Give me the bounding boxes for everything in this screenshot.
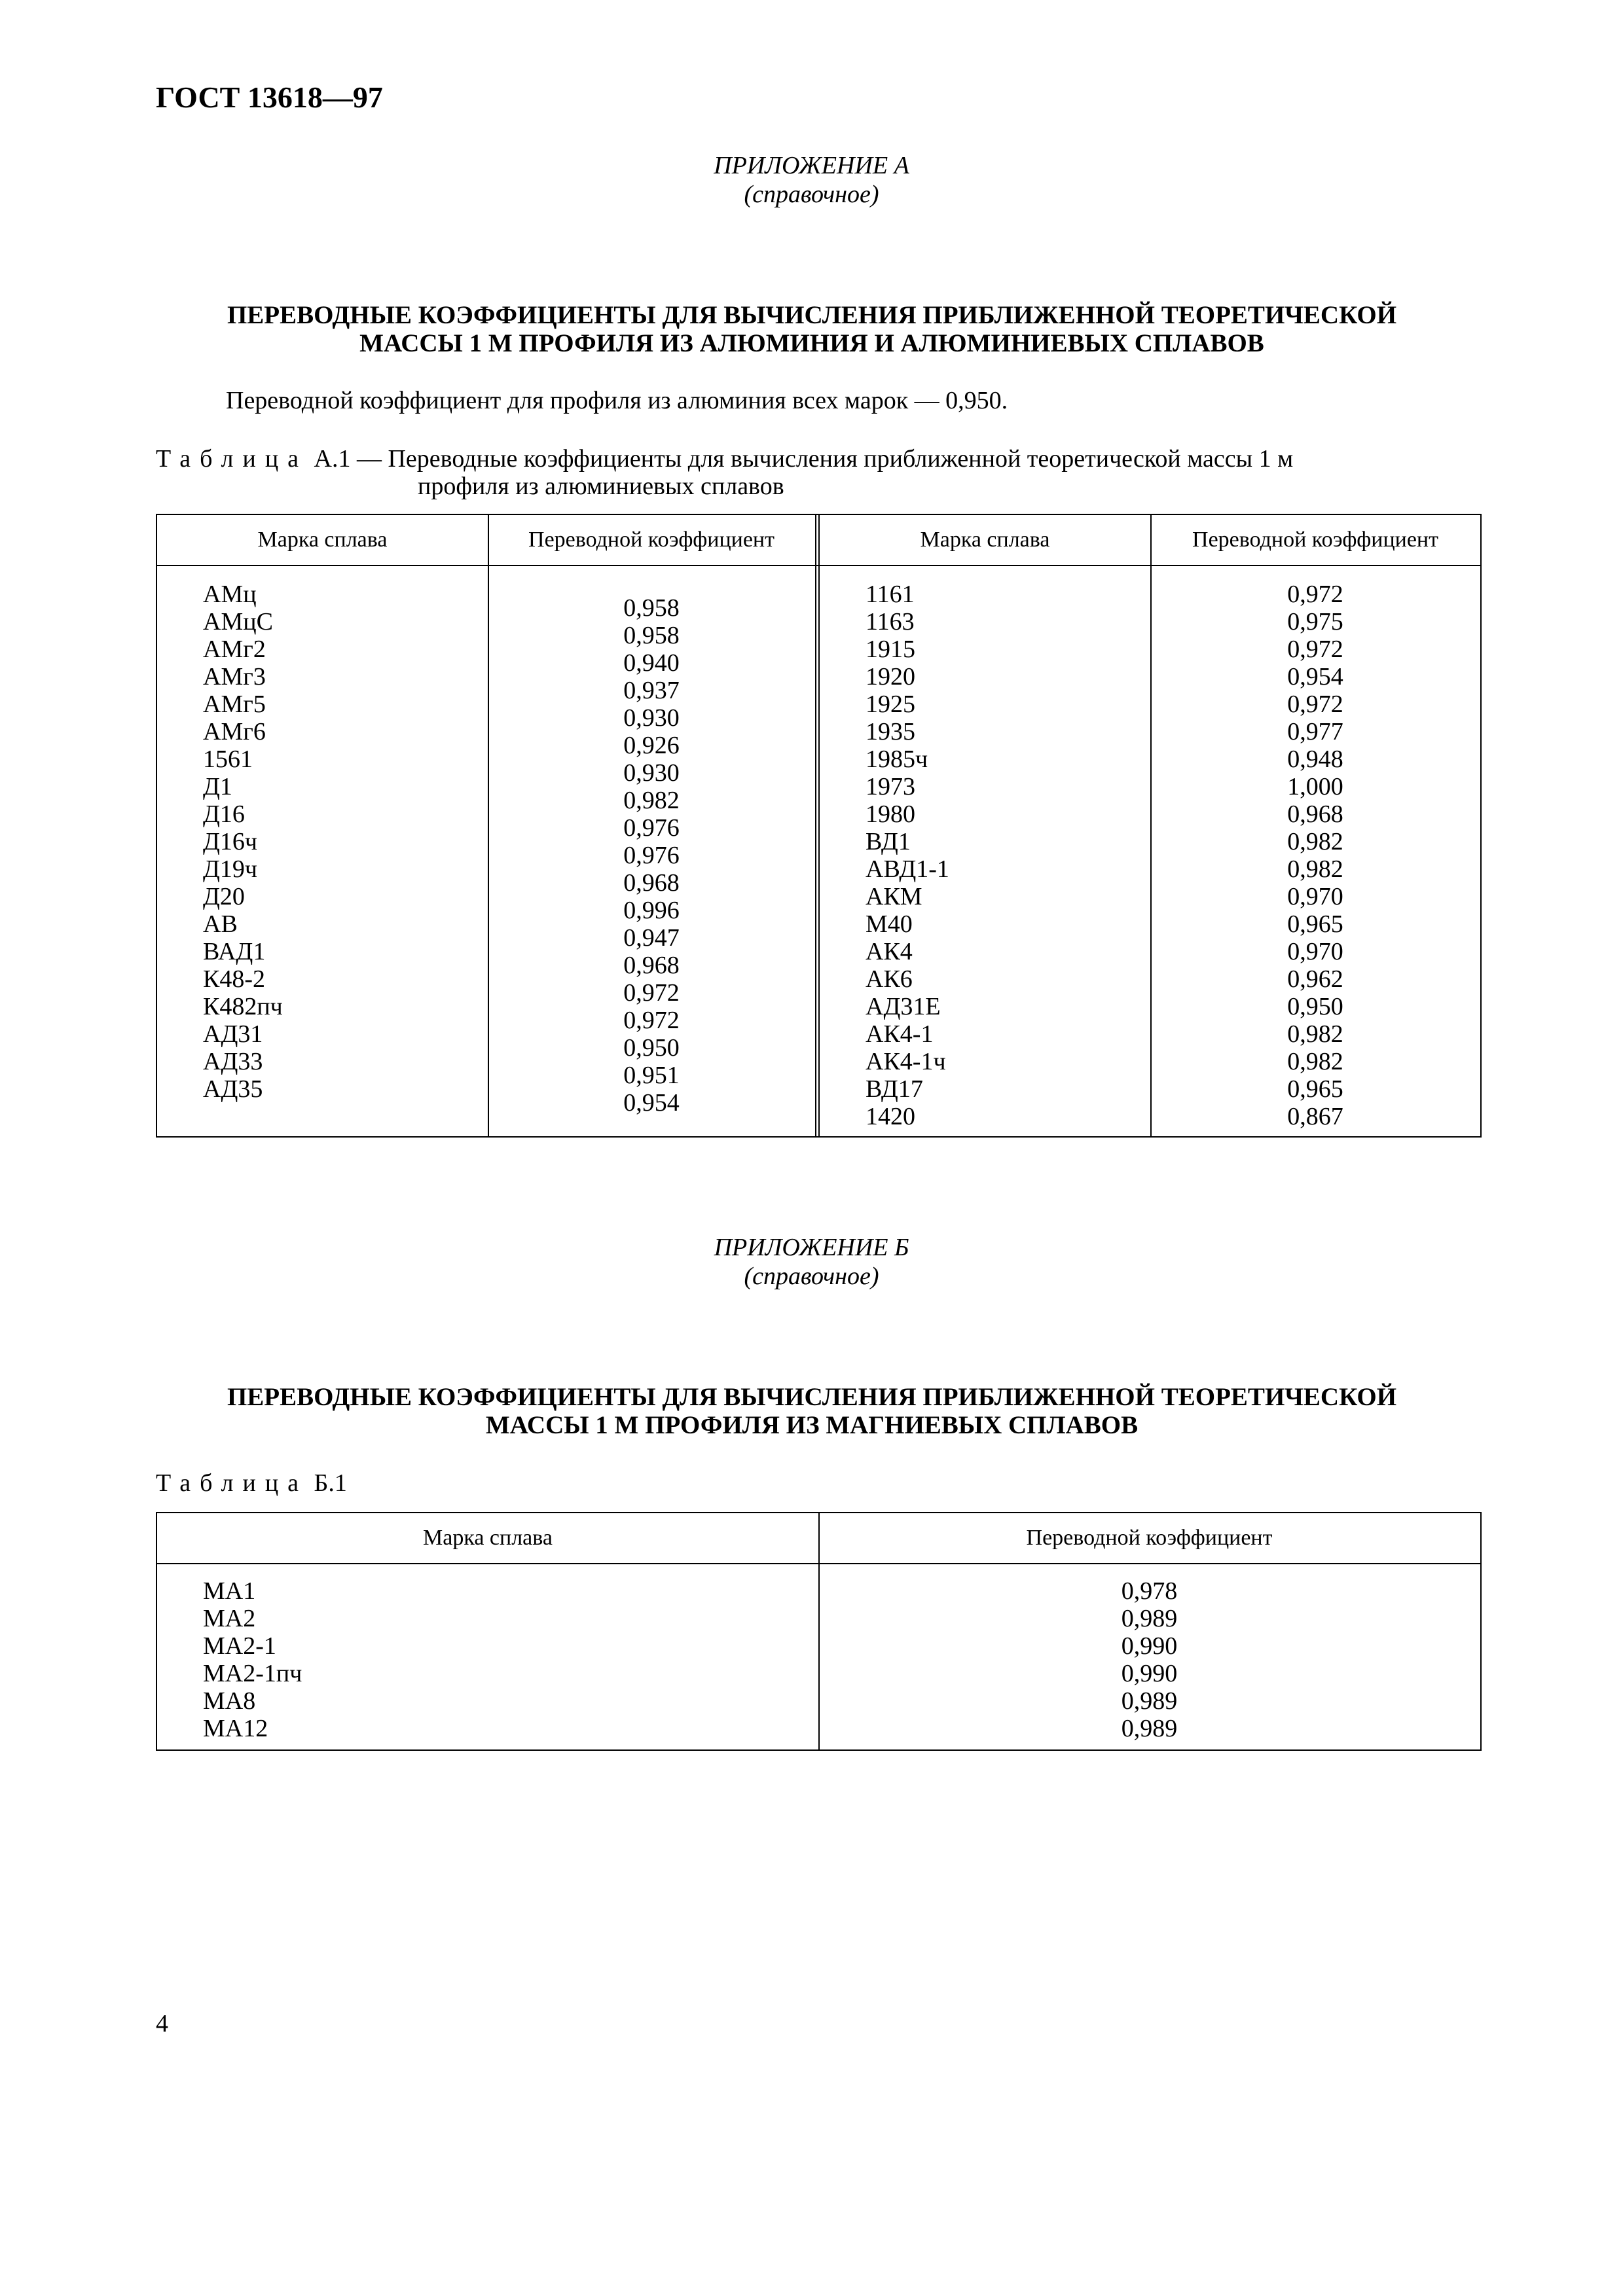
annex-b-section-title-line1: ПЕРЕВОДНЫЕ КОЭФФИЦИЕНТЫ ДЛЯ ВЫЧИСЛЕНИЯ ПРИБЛИЖЕННОЙ ТЕОРЕТИЧЕСКОЙ [227, 1383, 1397, 1411]
table-a1-divider-double [815, 515, 820, 1136]
table-a1-left-coefficient-cell: 0,958 [623, 594, 680, 622]
table-b1-header-coef: Переводной коэффициент [1026, 1526, 1273, 1550]
table-a1-right-alloy-cell: 1935 [866, 718, 915, 745]
table-b1-coefficient-cell: 0,990 [1121, 1632, 1178, 1660]
table-a1-right-coefficient-cell: 0,968 [1287, 800, 1343, 828]
table-b1-alloy-cell: МА1 [203, 1577, 256, 1605]
table-a1-right-coefficient-cell: 0,972 [1287, 581, 1343, 608]
table-a1-right-coefficient-cell: 0,975 [1287, 608, 1343, 636]
table-a1-left-coefficient-cell: 0,937 [623, 677, 680, 704]
table-a1-right-coefficient-cell: 0,948 [1287, 745, 1343, 773]
table-a1-right-coefficient-cell: 0,954 [1287, 663, 1343, 691]
table-a1 [156, 514, 1482, 1138]
table-b1-coefficient-cell: 0,989 [1121, 1687, 1178, 1715]
table-a1-header-coef-right: Переводной коэффициент [1192, 528, 1438, 552]
table-a1-right-coefficient-cell: 0,867 [1287, 1103, 1343, 1130]
table-a1-left-coefficients-column [488, 594, 815, 1117]
annex-b-subtitle: (справочное) [744, 1263, 879, 1290]
table-a1-left-coefficient-cell: 0,972 [623, 1007, 680, 1034]
table-b1-caption [156, 1469, 1465, 1497]
table-a1-left-alloy-cell: АМг5 [203, 691, 266, 718]
table-a1-caption-label: Таблица [156, 445, 308, 473]
table-a1-left-coefficient-cell: 0,976 [623, 842, 680, 869]
table-b1-caption-number: Б.1 [308, 1469, 347, 1497]
table-a1-left-alloy-cell: 1561 [203, 745, 253, 773]
table-a1-right-coefficient-cell: 0,965 [1287, 910, 1343, 938]
table-a1-left-alloy-cell: Д16 [203, 800, 245, 828]
table-b1-coefficients-column [818, 1577, 1480, 1742]
table-a1-header-alloy-left: Марка сплава [257, 528, 388, 552]
table-a1-right-alloy-cell: 1920 [866, 663, 915, 691]
table-a1-left-alloys-column [203, 581, 283, 1103]
table-a1-right-alloy-cell: 1915 [866, 636, 915, 663]
table-a1-left-coefficient-cell: 0,968 [623, 952, 680, 979]
table-b1-coefficient-cell: 0,989 [1121, 1715, 1178, 1742]
table-a1-left-coefficient-cell: 0,976 [623, 814, 680, 842]
table-a1-right-coefficient-cell: 1,000 [1287, 773, 1343, 800]
table-a1-left-coefficient-cell: 0,996 [623, 897, 680, 924]
table-a1-right-coefficient-cell: 0,972 [1287, 691, 1343, 718]
table-a1-left-alloy-cell: Д1 [203, 773, 232, 800]
table-a1-left-alloy-cell: АМг3 [203, 663, 266, 691]
table-a1-left-alloy-cell: Д19ч [203, 855, 258, 883]
table-a1-right-alloy-cell: 1925 [866, 691, 915, 718]
table-b1-alloys-column [203, 1577, 302, 1742]
table-a1-left-coefficient-cell: 0,947 [623, 924, 680, 952]
table-a1-left-alloy-cell: АД31 [203, 1020, 263, 1048]
table-a1-right-coefficient-cell: 0,950 [1287, 993, 1343, 1020]
table-a1-right-coefficient-cell: 0,962 [1287, 965, 1343, 993]
table-a1-left-alloy-cell: АМц [203, 581, 257, 608]
table-a1-right-coefficient-cell: 0,982 [1287, 1020, 1343, 1048]
table-a1-right-coefficients-column [1150, 581, 1480, 1130]
table-a1-right-alloy-cell: АК4-1ч [866, 1048, 946, 1075]
annex-a-section-title-line1: ПЕРЕВОДНЫЕ КОЭФФИЦИЕНТЫ ДЛЯ ВЫЧИСЛЕНИЯ ПРИБЛИЖЕННОЙ ТЕОРЕТИЧЕСКОЙ [227, 301, 1397, 329]
document-id: ГОСТ 13618—97 [156, 81, 383, 114]
table-a1-caption-line1: А.1 — Переводные коэффициенты для вычисления приближенной теоретической массы 1 м [308, 445, 1294, 473]
annex-a-section-title-line2: МАССЫ 1 М ПРОФИЛЯ ИЗ АЛЮМИНИЯ И АЛЮМИНИЕВЫХ СПЛАВОВ [359, 329, 1264, 357]
table-b1-alloy-cell: МА2-1 [203, 1632, 276, 1660]
table-a1-left-coefficient-cell: 0,972 [623, 979, 680, 1007]
table-b1-coefficient-cell: 0,989 [1121, 1605, 1178, 1632]
table-a1-left-coefficient-cell: 0,926 [623, 732, 680, 759]
table-a1-left-coefficient-cell: 0,950 [623, 1034, 680, 1062]
table-a1-right-alloy-cell: АК4-1 [866, 1020, 934, 1048]
table-a1-left-alloy-cell: АМцС [203, 608, 273, 636]
annex-a-paragraph: Переводной коэффициент для профиля из алюминия всех марок — 0,950. [226, 387, 1008, 414]
table-a1-left-alloy-cell: К48-2 [203, 965, 265, 993]
table-a1-left-coefficient-cell: 0,940 [623, 649, 680, 677]
table-a1-left-alloy-cell: АВ [203, 910, 238, 938]
page-number: 4 [156, 2010, 168, 2037]
table-a1-left-coefficient-cell: 0,958 [623, 622, 680, 649]
table-a1-right-alloy-cell: АК6 [866, 965, 913, 993]
table-a1-left-coefficient-cell: 0,968 [623, 869, 680, 897]
table-a1-left-coefficient-cell: 0,954 [623, 1089, 680, 1117]
table-a1-right-coefficient-cell: 0,970 [1287, 938, 1343, 965]
table-b1-header-alloy: Марка сплава [423, 1526, 553, 1550]
table-a1-left-alloy-cell: К482пч [203, 993, 283, 1020]
table-a1-left-alloy-cell: Д20 [203, 883, 245, 910]
table-a1-right-coefficient-cell: 0,977 [1287, 718, 1343, 745]
table-a1-right-alloy-cell: АВД1-1 [866, 855, 949, 883]
table-a1-left-coefficient-cell: 0,930 [623, 704, 680, 732]
table-a1-right-coefficient-cell: 0,972 [1287, 636, 1343, 663]
table-a1-right-alloy-cell: 1161 [866, 581, 915, 608]
table-b1-alloy-cell: МА12 [203, 1715, 268, 1742]
annex-a-title: ПРИЛОЖЕНИЕ А [714, 152, 909, 179]
table-a1-right-coefficient-cell: 0,965 [1287, 1075, 1343, 1103]
table-a1-caption [156, 445, 1465, 500]
table-a1-left-alloy-cell: АМг2 [203, 636, 266, 663]
table-a1-left-alloy-cell: АД33 [203, 1048, 263, 1075]
table-b1-coefficient-cell: 0,978 [1121, 1577, 1178, 1605]
table-b1-alloy-cell: МА2 [203, 1605, 256, 1632]
table-b1 [156, 1512, 1482, 1751]
table-a1-left-coefficient-cell: 0,951 [623, 1062, 680, 1089]
table-a1-left-alloy-cell: Д16ч [203, 828, 258, 855]
table-a1-right-coefficient-cell: 0,982 [1287, 1048, 1343, 1075]
table-a1-right-alloy-cell: 1420 [866, 1103, 915, 1130]
table-a1-right-alloy-cell: ВД1 [866, 828, 911, 855]
table-b1-alloy-cell: МА8 [203, 1687, 256, 1715]
table-a1-right-alloy-cell: АК4 [866, 938, 913, 965]
table-b1-alloy-cell: МА2-1пч [203, 1660, 302, 1687]
table-a1-right-alloy-cell: М40 [866, 910, 913, 938]
table-a1-right-alloy-cell: 1985ч [866, 745, 928, 773]
table-a1-left-alloy-cell: ВАД1 [203, 938, 266, 965]
table-a1-right-alloys-column [866, 581, 949, 1130]
table-a1-left-coefficient-cell: 0,982 [623, 787, 680, 814]
table-b1-coefficient-cell: 0,990 [1121, 1660, 1178, 1687]
table-a1-right-coefficient-cell: 0,982 [1287, 855, 1343, 883]
table-a1-right-coefficient-cell: 0,970 [1287, 883, 1343, 910]
table-a1-caption-line2: профиля из алюминиевых сплавов [418, 473, 784, 500]
table-a1-left-alloy-cell: АД35 [203, 1075, 263, 1103]
table-a1-right-alloy-cell: 1163 [866, 608, 915, 636]
table-a1-right-alloy-cell: АД31Е [866, 993, 941, 1020]
table-b1-caption-label: Таблица [156, 1469, 308, 1497]
annex-b-section-title-line2: МАССЫ 1 М ПРОФИЛЯ ИЗ МАГНИЕВЫХ СПЛАВОВ [485, 1411, 1139, 1439]
table-a1-right-alloy-cell: 1980 [866, 800, 915, 828]
table-a1-header-alloy-right: Марка сплава [920, 528, 1050, 552]
table-a1-right-coefficient-cell: 0,982 [1287, 828, 1343, 855]
annex-b-title: ПРИЛОЖЕНИЕ Б [714, 1234, 909, 1261]
table-a1-left-coefficient-cell: 0,930 [623, 759, 680, 787]
table-a1-header-coef-left: Переводной коэффициент [528, 528, 775, 552]
table-a1-right-alloy-cell: АКМ [866, 883, 922, 910]
table-a1-right-alloy-cell: ВД17 [866, 1075, 923, 1103]
annex-a-subtitle: (справочное) [744, 181, 879, 208]
table-a1-left-alloy-cell: АМг6 [203, 718, 266, 745]
table-a1-right-alloy-cell: 1973 [866, 773, 915, 800]
